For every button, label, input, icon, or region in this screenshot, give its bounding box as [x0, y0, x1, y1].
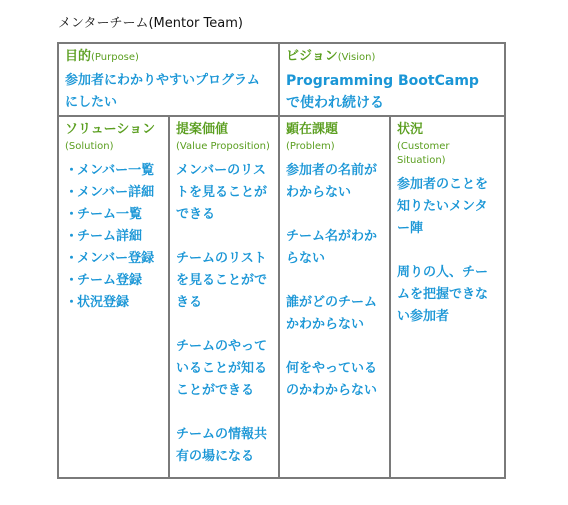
value-item: チームのやっていることが知ることができる [176, 339, 268, 398]
solution-heading-en: (Solution) [65, 141, 114, 152]
problem-item: 誰がどのチームかわからない [286, 295, 378, 332]
purpose-text: 参加者にわかりやすいプログラムにしたい [65, 73, 260, 110]
value-heading-en: (Value Proposition) [176, 141, 270, 152]
value-item: チームの情報共有の場になる [176, 427, 268, 464]
value-item: チームのリストを見ることができる [176, 251, 268, 310]
bullet-icon: ・ [65, 273, 79, 288]
problem-cell [280, 117, 389, 477]
vision-line-1: Programming BootCamp [286, 73, 479, 89]
bullet-icon: ・ [65, 251, 79, 266]
list-item [65, 248, 162, 270]
problem-item: 何をやっているのかわからない [286, 361, 378, 398]
problem-body [286, 160, 383, 402]
bullet-icon: ・ [65, 207, 79, 222]
situation-body [397, 174, 498, 328]
solution-item-label: チーム登録 [77, 273, 143, 288]
value-cell [170, 117, 278, 477]
problem-heading: 顕在課題 [286, 122, 339, 137]
vision-text [286, 70, 498, 114]
solution-item-label: チーム一覧 [77, 207, 143, 222]
solution-cell [59, 117, 168, 477]
purpose-cell [59, 44, 278, 115]
bullet-icon: ・ [65, 229, 79, 244]
solution-item-label: チーム詳細 [77, 229, 143, 244]
purpose-heading [65, 48, 272, 67]
vision-heading [286, 48, 498, 67]
value-item: メンバーのリストを見ることができる [176, 163, 268, 222]
value-heading: 提案価値 [176, 122, 229, 137]
value-body [176, 160, 272, 468]
list-item [65, 160, 162, 182]
bullet-icon: ・ [65, 295, 79, 310]
solution-list [65, 160, 162, 314]
bullet-icon: ・ [65, 185, 79, 200]
bullet-icon: ・ [65, 163, 79, 178]
solution-item-label: メンバー一覧 [77, 163, 155, 178]
list-item [65, 204, 162, 226]
solution-item-label: 状況登録 [77, 295, 130, 310]
situation-heading: 状況 [397, 122, 424, 137]
page-title: メンターチーム(Mentor Team) [58, 16, 243, 31]
list-item [65, 270, 162, 292]
situation-item: 周りの人、チームを把握できない参加者 [397, 265, 489, 324]
list-item [65, 292, 162, 314]
list-item [65, 182, 162, 204]
vision-heading-en: (Vision) [337, 52, 376, 63]
vision-heading-jp: ビジョン [286, 49, 338, 64]
vision-line-2: で使われ続ける [286, 95, 384, 111]
lean-canvas [57, 42, 506, 479]
solution-heading: ソリューション [65, 122, 156, 137]
problem-item: 参加者の名前がわからない [286, 163, 378, 200]
list-item [65, 226, 162, 248]
situation-item: 参加者のことを知りたいメンター陣 [397, 177, 489, 236]
purpose-heading-en: (Purpose) [91, 52, 139, 63]
situation-heading-en: (Customer Situation) [397, 141, 450, 166]
problem-heading-en: (Problem) [286, 141, 335, 152]
solution-item-label: メンバー詳細 [77, 185, 155, 200]
solution-item-label: メンバー登録 [77, 251, 155, 266]
situation-cell [391, 117, 504, 477]
vision-cell [280, 44, 504, 115]
problem-item: チーム名がわからない [286, 229, 378, 266]
purpose-heading-jp: 目的 [65, 49, 92, 64]
